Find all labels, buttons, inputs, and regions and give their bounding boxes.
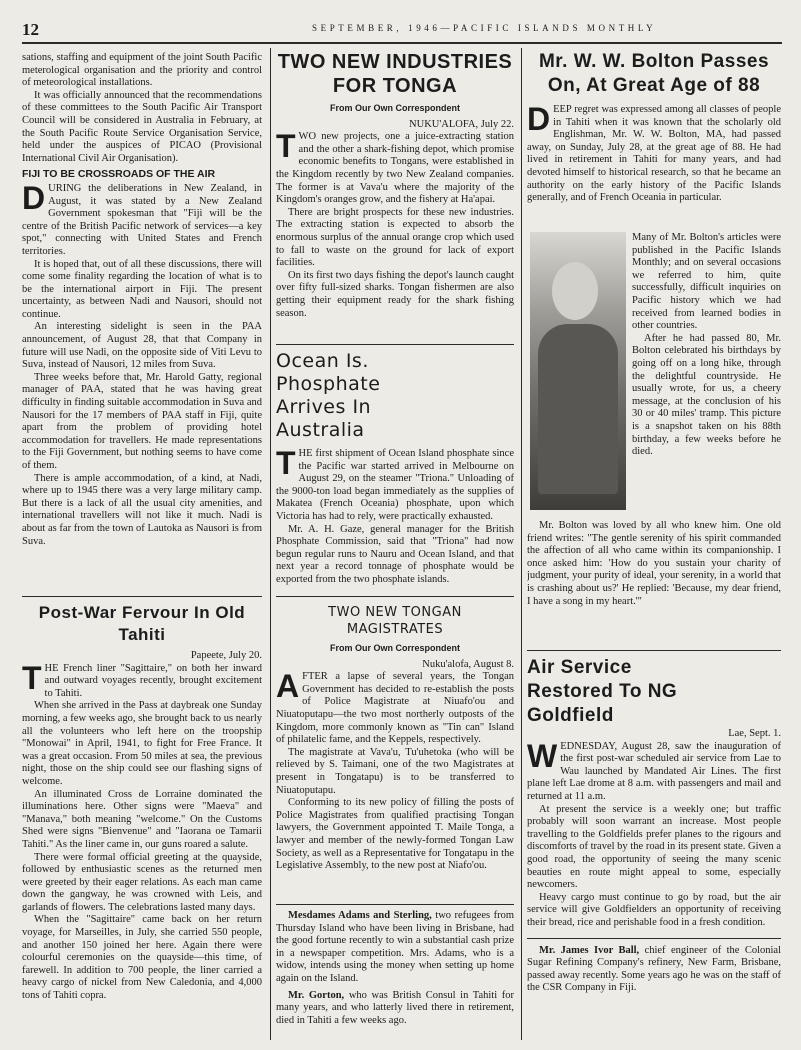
drop-cap: W — [527, 737, 558, 774]
brief-item: Mr. Gorton, who was British Consul in Tahiti for many years, and who latterly lived there in retirement, died in Tahiti a few weeks ago. — [276, 989, 514, 1026]
tahiti-article — [22, 602, 262, 1042]
paragraph: There are bright prospects for these new industries. The extracting station is expected to absorb the enormous surplus of the annual orange crop which used to fall to waste on the ground for lack of export facilities. — [276, 206, 514, 269]
paragraph: Many of Mr. Bolton's articles were published in the Pacific Islands Monthly; and on several occasions we referred to him, quite successfully, difficult inquiries on Pacific history which we had received from learned bodies in other countries. — [632, 232, 781, 332]
bolton-wrap-text — [632, 232, 781, 518]
paragraph: Conforming to its new policy of filling the posts of Police Magistrates from qualified practising Tongan lawyers, the Government appointed T. Maile Tonga, a lawyer and member of the newly-formed Tongan Law Society, as well as a Representative for Tongatapu in the Legislative Assembly, to the new post at Niafo'ou. — [276, 797, 514, 872]
paragraph: Mr. A. H. Gaze, general manager for the British Phosphate Commission, said that "Triona" had now begun regular runs to Nauru and Ocean Island, and that next year a record tonnage of phosphate would be exported from the two phosphate islands. — [276, 523, 514, 585]
dateline: Lae, Sept. 1. — [728, 728, 781, 739]
column-divider — [521, 48, 522, 1040]
drop-cap: T — [276, 445, 296, 481]
article-divider — [276, 904, 514, 905]
paragraph: THE French liner "Sagittaire," on both her inward and outward voyages recently, brought excitement to Tahiti. — [22, 659, 262, 699]
article-divider — [276, 344, 514, 345]
drop-cap: D — [22, 179, 46, 216]
paragraph: It was officially announced that the recommendations of these committees to the South Pacific Air Transport Council will be considered in Australia in February, at the South Pacific Route Service Organisation Service, held under the auspices of PICAO (Provisional International Civil Air Organisation). — [22, 89, 262, 164]
header-rule — [22, 42, 782, 44]
paragraph: It is hoped that, out of all these discussions, there will come some finality regarding the location of what is to be the international airport in Fiji. The present uncertainty, as between Nadi and Nausori, should not continue. — [22, 258, 262, 320]
paragraph: There is ample accommodation, of a kind, at Nadi, where up to 1945 there was a very large military camp. But there is a lack of all the usual city amenities, and international travellers will not like it much. Nadi is about as far from the town of Lautoka as Nausori is from Suva. — [22, 472, 262, 547]
dateline: Papeete, July 20. — [190, 650, 262, 661]
paragraph: The magistrate at Vava'u, Tu'uhetoka (who will be relieved by S. Taimani, one of the two Magistrates at present in Tongatapu) is to be transferred to Niuatoputapu. — [276, 746, 514, 796]
drop-cap: T — [276, 128, 296, 165]
byline: From Our Own Correspondent — [329, 103, 460, 113]
brief-name: Mr. James Ivor Ball, — [539, 944, 640, 956]
magistrates-article — [276, 604, 514, 900]
paragraph: On its first two days fishing the depot's launch caught over fifty full-sized sharks. Tongan fishermen are also getting their equipment ready for the shark fishing season. — [276, 269, 514, 319]
paragraph: After he had passed 80, Mr. Bolton celebrated his birthdays by going off on a long hike, through the delightful countryside. He usually wrote, for us, a cheery message, at the conclusion of his 30 or 40 miles' tramp. This picture is a snapshot taken on his 88th birthday, a few weeks before he died. — [632, 332, 781, 458]
dateline: Nuku'alofa, August 8. — [422, 658, 514, 670]
drop-cap: T — [22, 659, 42, 696]
paragraph: Three weeks before that, Mr. Harold Gatty, regional manager of PAA, stated that he was having great difficulty in finding suitable accommodation in Suva and Nausori for the 17 members of PAA staff in Fiji, quite apart from the problem of providing hotel accommodation for travellers. He made representations to the Fiji Government, but nothing seems to have come of them. — [22, 371, 262, 471]
bolton-continuation — [527, 520, 781, 646]
byline: From Our Own Correspondent — [329, 643, 460, 653]
paragraph: THE first shipment of Ocean Island phosphate since the Pacific war started arrived in Melbourne on August 29, on the steamer "Triona." Unloading of the 9000-ton load began immediately as the supplies of Makatea (French Oceania) phosphate, upon which Victoria has had to rely, were practically exhausted. — [276, 445, 514, 522]
paragraph: When the "Sagittaire" came back on her return voyage, for Marseilles, in July, she carried 550 people, and another 150 joined her here. Again there were colourful ceremonies on the quayside—this time, of farewell. In addition to 700 people, the liner carried a heavy cargo of nickel from New Caledonia, and 4,000 tons of Tahiti copra. — [22, 914, 262, 1002]
air-service-headline: Air Service Restored To NG Goldfield — [527, 657, 678, 726]
tonga-headline: TWO NEW INDUSTRIES FOR TONGA — [277, 51, 513, 97]
column-divider — [270, 48, 271, 1040]
brief-item: Mesdames Adams and Sterling, two refugees from Thursday Island who have been living in Brisbane, had the good fortune recently to win a substantial cash prize in a newspaper competition. Mrs. Adams, who is a widow, intends using the money when setting up home again on the Island. — [276, 910, 514, 984]
article-divider — [527, 650, 781, 651]
drop-cap: A — [276, 668, 300, 705]
paragraph: DEEP regret was expressed among all classes of people in Tahiti when it was known that the scholarly old Englishman, Mr. W. W. Bolton, MA, had passed away, on Sunday, July 28, at the great age of 88. He had lived in retirement in Tahiti for many years, and had devoted himself to historical research, so that he became an authority on the early history of the Pacific Islands generally, and of French Oceania in particular. — [527, 101, 781, 204]
paragraph: An interesting sidelight is seen in the PAA announcement, of August 28, that that Company in future will use Nadi, on the opposite side of Viti Levu to Suva, instead of Nausori, 12 miles from Suva. — [22, 321, 262, 371]
ocean-headline: Ocean Is. Phosphate Arrives In Australia — [276, 350, 381, 441]
brief-name: Mr. Gorton, — [288, 989, 345, 1001]
dateline: NUKU'ALOFA, July 22. — [409, 118, 514, 130]
bolton-photo — [530, 232, 626, 510]
briefs — [276, 910, 514, 1040]
brief-divider — [527, 938, 781, 939]
paragraph: At present the service is a weekly one; but traffic probably will soon warrant an increase. Most people travelling to the Goldfields prefer planes to the rigours and discomforts of travel by the road in its present state. Given a good road, the opportunity of seeing the many scenic beauties en route might appeal to some, especially newcomers. — [527, 803, 781, 891]
column-1-airlines-article — [22, 52, 262, 592]
magistrates-headline: TWO NEW TONGAN MAGISTRATES — [328, 605, 462, 637]
brief-item: Mr. James Ivor Ball, chief engineer of the Colonial Sugar Refining Company's refinery, New Farm, Brisbane, passed away recently. Some years ago he was on the staff of the CSR Company in Fiji. — [527, 944, 781, 994]
paragraph: WEDNESDAY, August 28, saw the inauguration of the first post-war scheduled air service from Lae to Wau launched by Mandated Air Lines. The first plane left Lae drome at 8 a.m. with passengers and mail and returned at 11 a.m. — [527, 737, 781, 802]
paragraph: An illuminated Cross de Lorraine dominated the illuminations here. Other signs were "Maeva" and "Manava," both meaning "welcome." On the Customs Shed were signs "Bienvenue" and "Iaorana oe Tamarii Tahiti." As the liner came in, our guns roared a salute. — [22, 788, 262, 850]
photo-figure — [538, 324, 618, 494]
bolton-headline: Mr. W. W. Bolton Passes On, At Great Age of 88 — [538, 51, 770, 96]
fiji-subhead: FIJI TO BE CROSSROADS OF THE AIR — [22, 168, 216, 181]
article-continuation: sations, staffing and equipment of the joint South Pacific meterological organisation and the priority and control of meteorological installations. — [22, 52, 262, 89]
drop-cap: D — [527, 101, 551, 137]
article-divider — [22, 596, 262, 597]
paragraph: Mr. Bolton was loved by all who knew him. One old friend writes: "The gentle serenity of his spirit commanded the affection of all who came within its companionship. I once asked him: 'How do you sustain your charity of judgment, your purity of ideal, your serenity, in a world that is crashing about us?' He replied: 'Because, my dear friend, I have a song in my heart.'" — [527, 520, 781, 607]
photo-face — [552, 262, 598, 320]
paragraph: AFTER a lapse of several years, the Tongan Government has decided to re-establish the posts of Police Magistrate at Niuafo'ou and Niuatoputapu—the two most northerly outposts of the Kingdom, more commonly known as "Tin can" Island of philatelic fame, and the Keppels, respectively. — [276, 668, 514, 746]
air-service-article — [527, 656, 781, 1040]
tonga-article — [276, 50, 514, 340]
page-number: 12 — [22, 20, 39, 39]
paragraph: Heavy cargo must continue to go by road, but the air service will give Goldfielders an opportunity of receiving their bread, rice and perishable food in a fresh condition. — [527, 891, 781, 928]
paragraph: When she arrived in the Pass at daybreak one Sunday morning, a few weeks ago, she brought back to us nearly all the volunteers who left here on the troopship "Monowai" in April, 1941, to fight for Free France. It was a great occasion. From 50 miles at sea, the previous night, those on the ship could see our flashing signs of welcome. — [22, 700, 262, 787]
tahiti-headline: Post-War Fervour In Old Tahiti — [38, 603, 246, 644]
brief-names: Mesdames Adams and Sterling, — [288, 910, 432, 921]
ocean-island-article — [276, 350, 514, 590]
paragraph: TWO new projects, one a juice-extracting station and the other a shark-fishing depot, which promise economic benefits to Tongans, were established in the Kingdom recently by two New Zealand companies. The former is at Vava'u where the majority of the Kingdom's oranges grow, and the fishery at Ha'apai. — [276, 128, 514, 206]
running-head: SEPTEMBER, 1946—PACIFIC ISLANDS MONTHLY — [312, 23, 657, 33]
paragraph: There were formal official greeting at the quayside, followed by enthusiastic scenes as the returned men were greeted by their eager relations. As each man came down the gangway, he was crowned with Leis, and garlands of flowers. The celebrations lasted many days. — [22, 851, 262, 913]
paragraph: DURING the deliberations in New Zealand, in August, it was stated by a New Zealand Government spokesman that "Fiji will be the centre of the British Pacific network of services—a key spot," connecting with United States and French territories. — [22, 179, 262, 257]
article-divider — [276, 596, 514, 597]
page-header — [22, 22, 782, 40]
